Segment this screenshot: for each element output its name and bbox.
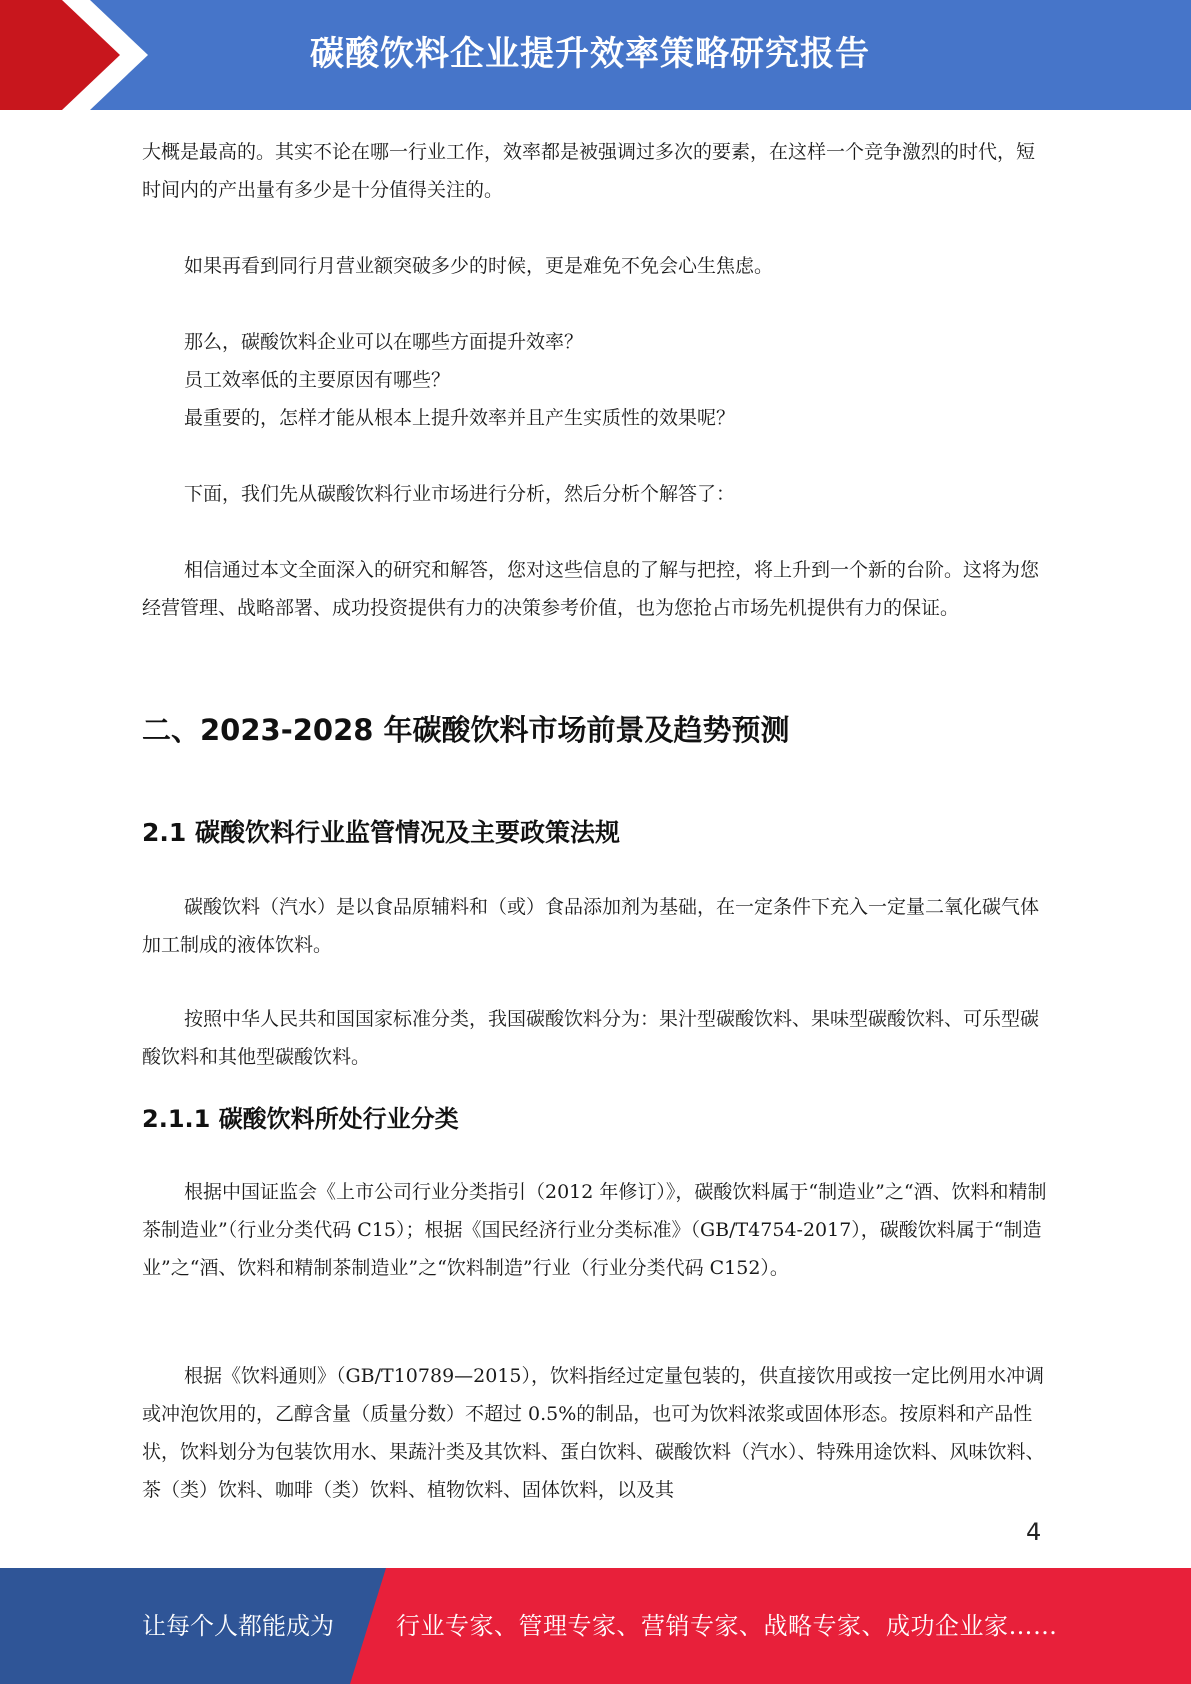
paragraph: 根据《饮料通则》（GB/T10789—2015），饮料指经过定量包装的，供直接饮用或按一定比例用水冲调或冲泡饮用的，乙醇含量（质量分数）不超过 0.5%的制品，也可为饮料浓浆或固体形态。按原料和产品性状，饮料划分为包装饮用水、果蔬汁类及其饮料、蛋白饮料、碳酸饮料（汽水）、特殊用途饮料、风味饮料、茶（类）饮料、咖啡（类）饮料、植物饮料、固体饮料，以及其 <box>142 1365 1045 1501</box>
subsubsection-heading: 2.1.1 碳酸饮料所处行业分类 <box>142 1105 459 1133</box>
paragraph: 按照中华人民共和国国家标准分类，我国碳酸饮料分为：果汁型碳酸饮料、果味型碳酸饮料、可乐型碳酸饮料和其他型碳酸饮料。 <box>142 1008 1040 1068</box>
paragraph-industry-code <box>142 1173 1048 1287</box>
section-heading: 二、2023-2028 年碳酸饮料市场前景及趋势预测 <box>142 713 790 747</box>
paragraph: 碳酸饮料（汽水）是以食品原辅料和（或）食品添加剂为基础，在一定条件下充入一定量二氧化碳气体加工制成的液体饮料。 <box>142 896 1040 956</box>
subsection-heading: 2.1 碳酸饮料行业监管情况及主要政策法规 <box>142 818 620 847</box>
paragraph-anxiety <box>142 247 1048 285</box>
question-item: 员工效率低的主要原因有哪些？ <box>184 369 451 391</box>
paragraph: 根据中国证监会《上市公司行业分类指引（2012 年修订）》，碳酸饮料属于“制造业”之“酒、饮料和精制茶制造业”（行业分类代码 C15）；根据《国民经济行业分类标准》（GB/T4754-2017），碳酸饮料属于“制造业”之“酒、饮料和精制茶制造业”之“饮料制造”行业（行业分类代码 C152）。 <box>142 1181 1047 1279</box>
paragraph: 如果再看到同行月营业额突破多少的时候，更是难免不免会心生焦虑。 <box>184 255 774 277</box>
paragraph-intro <box>142 133 1048 209</box>
report-footer <box>0 1568 1191 1684</box>
report-header <box>0 0 1191 110</box>
paragraph-analysis <box>142 475 1048 513</box>
footer-slogan: 让每个人都能成为 <box>142 1612 334 1640</box>
question-item: 那么，碳酸饮料企业可以在哪些方面提升效率？ <box>184 331 584 353</box>
report-title: 碳酸饮料企业提升效率策略研究报告 <box>310 34 870 74</box>
paragraph: 相信通过本文全面深入的研究和解答，您对这些信息的了解与把控，将上升到一个新的台阶。这将为您经营管理、战略部署、成功投资提供有力的决策参考价值，也为您抢占市场先机提供有力的保证。 <box>142 559 1040 619</box>
footer-expert-list: 行业专家、管理专家、营销专家、战略专家、成功企业家…… <box>396 1612 1058 1640</box>
paragraph-beverage-rules <box>142 1357 1048 1509</box>
paragraph-definition <box>142 888 1048 964</box>
question-list <box>142 323 1048 437</box>
paragraph: 大概是最高的。其实不论在哪一行业工作，效率都是被强调过多次的要素，在这样一个竞争激烈的时代，短时间内的产出量有多少是十分值得关注的。 <box>142 141 1036 201</box>
paragraph-classification <box>142 1000 1048 1076</box>
question-item: 最重要的，怎样才能从根本上提升效率并且产生实质性的效果呢？ <box>184 407 736 429</box>
paragraph: 下面，我们先从碳酸饮料行业市场进行分析，然后分析个解答了： <box>184 483 736 505</box>
paragraph-conclusion <box>142 551 1048 627</box>
page-number: 4 <box>1026 1518 1042 1546</box>
